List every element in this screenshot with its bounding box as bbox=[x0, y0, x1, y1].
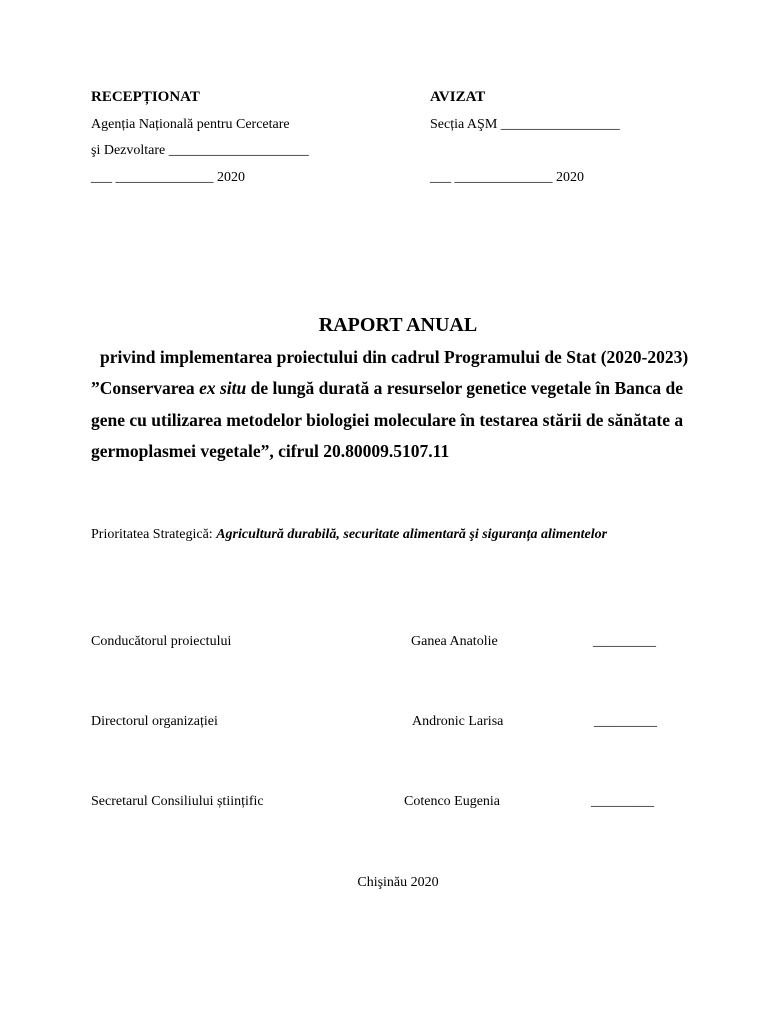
signature-line: _________ bbox=[593, 634, 656, 649]
approved-section-line: Secția AŞM _________________ bbox=[430, 117, 620, 132]
strategic-priority bbox=[91, 526, 607, 543]
approved-date: ___ ______________ 2020 bbox=[430, 170, 584, 185]
signature-role: Directorul organizației bbox=[91, 714, 218, 729]
received-date: ___ ______________ 2020 bbox=[91, 170, 245, 185]
received-agency-line1: Agenția Națională pentru Cercetare bbox=[91, 117, 290, 132]
signature-line: _________ bbox=[594, 714, 657, 729]
subtitle-line-2-italic: ex situ bbox=[199, 378, 247, 398]
received-heading: RECEPȚIONAT bbox=[91, 89, 200, 105]
strategic-priority-value: Agricultură durabilă, securitate alimentară şi siguranța alimentelor bbox=[216, 527, 608, 542]
subtitle-line-2-suffix: de lungă durată a resurselor genetice vegetale în Banca de bbox=[246, 378, 684, 398]
subtitle-line-1: privind implementarea proiectului din cadrul Programului de Stat (2020-2023) bbox=[100, 347, 689, 367]
subtitle-line-2-prefix: ”Conservarea bbox=[91, 378, 200, 398]
signature-role: Secretarul Consiliului științific bbox=[91, 794, 264, 809]
signature-name: Ganea Anatolie bbox=[411, 634, 498, 649]
signature-line: _________ bbox=[591, 794, 654, 809]
approved-heading: AVIZAT bbox=[430, 89, 486, 105]
received-agency-line2: şi Dezvoltare ____________________ bbox=[91, 143, 309, 158]
report-title: RAPORT ANUAL bbox=[318, 314, 478, 336]
subtitle-line-3: gene cu utilizarea metodelor biologiei moleculare în testarea stării de sănătate a bbox=[91, 410, 684, 430]
subtitle-line-2 bbox=[91, 377, 683, 399]
signature-name: Cotenco Eugenia bbox=[404, 794, 501, 809]
signature-role: Conducătorul proiectului bbox=[91, 634, 232, 649]
signature-name: Andronic Larisa bbox=[412, 714, 504, 729]
subtitle-line-4: germoplasmei vegetale”, cifrul 20.80009.5107.11 bbox=[91, 441, 450, 461]
place-and-year: Chişinău 2020 bbox=[357, 875, 439, 890]
strategic-priority-label: Prioritatea Strategică: bbox=[91, 527, 217, 542]
